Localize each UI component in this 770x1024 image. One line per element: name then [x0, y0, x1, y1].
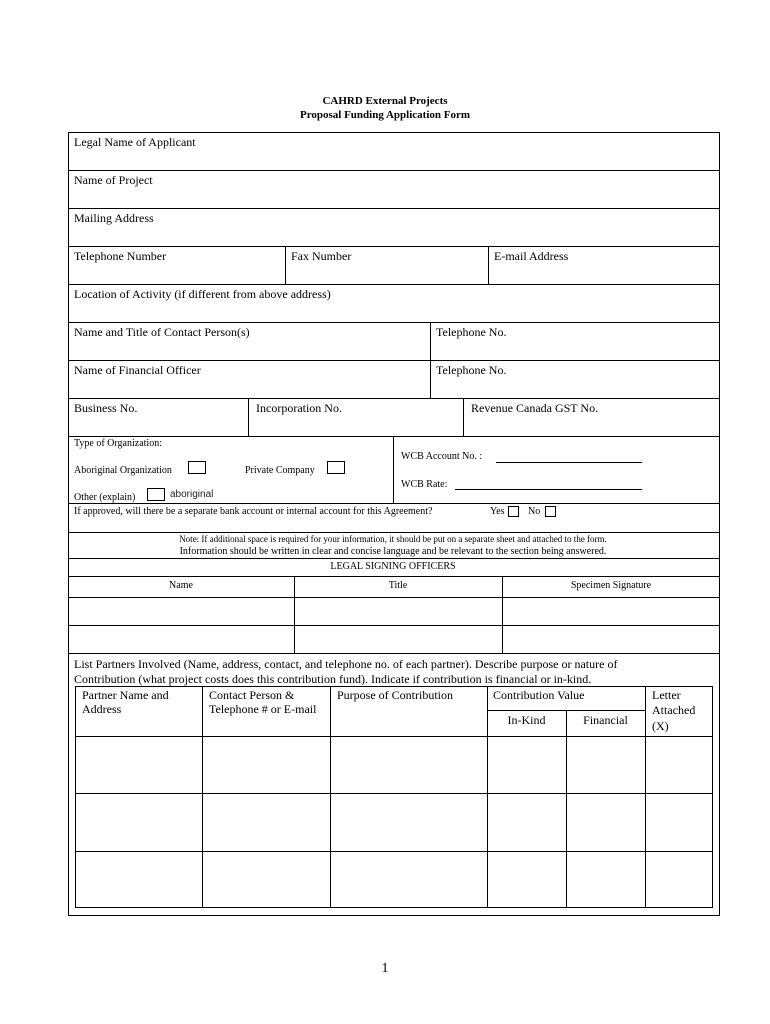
form-title-line1: CAHRD External Projects [322, 95, 448, 107]
column-divider [393, 436, 394, 503]
wcb-rate-label: WCB Rate: [401, 479, 448, 490]
financial-telephone-label: Telephone No. [436, 363, 507, 377]
form-title-line2: Proposal Funding Application Form [299, 109, 471, 121]
fax-number-label: Fax Number [291, 249, 352, 263]
mailing-address-label: Mailing Address [74, 211, 154, 225]
gst-no-label: Revenue Canada GST No. [471, 401, 599, 415]
bank-no-checkbox[interactable] [545, 506, 556, 517]
partner-3-inkind-cell[interactable] [488, 852, 565, 907]
partner-1-contact-cell[interactable] [203, 737, 329, 792]
row-divider [68, 360, 720, 361]
other-checkbox[interactable] [147, 488, 165, 501]
signing-officer-2-signature[interactable] [503, 626, 719, 652]
bank-yes-label: Yes [490, 506, 505, 517]
partner-1-financial-cell[interactable] [567, 737, 644, 792]
note-line1: Note: If additional space is required for your information, it should be put on a separate sheet and attached to the form. [179, 534, 607, 544]
partners-col-letter-line2: Attached [652, 703, 696, 717]
row-divider [68, 436, 720, 437]
partners-col-contact-line2: Telephone # or E-mail [209, 702, 317, 716]
partner-2-name-cell[interactable] [76, 794, 201, 850]
signing-officer-1-name[interactable] [69, 598, 293, 624]
partners-col-partner-line2: Address [82, 702, 122, 716]
signing-col-title: Title [388, 580, 408, 591]
wcb-rate-field[interactable] [455, 489, 642, 490]
signing-officers-title: LEGAL SIGNING OFFICERS [330, 561, 456, 572]
partner-1-inkind-cell[interactable] [488, 737, 565, 792]
partners-col-inkind: In-Kind [507, 713, 546, 727]
partner-2-financial-cell[interactable] [567, 794, 644, 850]
telephone-number-label: Telephone Number [74, 249, 167, 263]
row-divider [68, 208, 720, 209]
signing-col-name: Name [169, 580, 193, 591]
column-divider [430, 322, 431, 398]
signing-officer-1-title[interactable] [295, 598, 501, 624]
partner-3-financial-cell[interactable] [567, 852, 644, 907]
partner-2-inkind-cell[interactable] [488, 794, 565, 850]
incorporation-no-label: Incorporation No. [256, 401, 342, 415]
partners-col-letter-line1: Letter [652, 688, 681, 702]
row-divider [68, 398, 720, 399]
wcb-account-label: WCB Account No. : [401, 451, 483, 462]
page-number: 1 [381, 961, 389, 976]
email-address-label: E-mail Address [494, 249, 569, 263]
column-divider [488, 246, 489, 284]
partner-1-purpose-cell[interactable] [331, 737, 486, 792]
row-divider [68, 558, 720, 559]
row-divider [487, 710, 645, 711]
other-explain-label: Other (explain) [74, 492, 136, 503]
legal-name-label: Legal Name of Applicant [74, 135, 196, 149]
partner-2-letter-cell[interactable] [646, 794, 712, 850]
contact-telephone-label: Telephone No. [436, 325, 507, 339]
row-divider [68, 284, 720, 285]
partner-2-contact-cell[interactable] [203, 794, 329, 850]
partners-intro-line1: List Partners Involved (Name, address, contact, and telephone no. of each partner). Describe purpose or nature of [74, 657, 618, 671]
partners-col-partner-line1: Partner Name and [82, 688, 169, 702]
partner-1-name-cell[interactable] [76, 737, 201, 792]
row-divider [68, 322, 720, 323]
other-explain-value[interactable]: aboriginal [170, 489, 214, 500]
partner-3-name-cell[interactable] [76, 852, 201, 907]
partners-col-value: Contribution Value [493, 688, 585, 702]
partners-col-contact-line1: Contact Person & [209, 688, 295, 702]
location-label: Location of Activity (if different from above address) [74, 287, 331, 301]
column-divider [285, 246, 286, 284]
partner-3-letter-cell[interactable] [646, 852, 712, 907]
row-divider [68, 170, 720, 171]
partners-col-letter-line3: (X) [652, 719, 669, 733]
partners-col-purpose: Purpose of Contribution [337, 688, 453, 702]
aboriginal-org-label: Aboriginal Organization [74, 465, 172, 476]
bank-account-question: If approved, will there be a separate bank account or internal account for this Agreement? [74, 506, 433, 517]
row-divider [68, 576, 720, 577]
partners-intro-line2: Contribution (what project costs does this contribution fund). Indicate if contribution is financial or in-kind. [74, 672, 592, 686]
signing-officer-2-title[interactable] [295, 626, 501, 652]
partner-1-letter-cell[interactable] [646, 737, 712, 792]
bank-yes-checkbox[interactable] [508, 506, 519, 517]
note-line2: Information should be written in clear and concise language and be relevant to the section being answered. [179, 546, 607, 557]
wcb-account-field[interactable] [496, 462, 642, 463]
project-name-label: Name of Project [74, 173, 153, 187]
organization-type-label: Type of Organization: [74, 438, 162, 449]
column-divider [248, 398, 249, 436]
row-divider [68, 246, 720, 247]
private-company-checkbox[interactable] [327, 461, 345, 474]
partner-3-purpose-cell[interactable] [331, 852, 486, 907]
column-divider [463, 398, 464, 436]
contact-person-label: Name and Title of Contact Person(s) [74, 325, 250, 339]
signing-col-signature: Specimen Signature [570, 580, 652, 591]
private-company-label: Private Company [245, 465, 315, 476]
business-no-label: Business No. [74, 401, 138, 415]
bank-no-label: No [528, 506, 541, 517]
signing-officer-1-signature[interactable] [503, 598, 719, 624]
aboriginal-org-checkbox[interactable] [188, 461, 206, 474]
row-divider [68, 653, 720, 654]
partners-col-financial: Financial [583, 713, 628, 727]
partner-3-contact-cell[interactable] [203, 852, 329, 907]
partner-2-purpose-cell[interactable] [331, 794, 486, 850]
signing-officer-2-name[interactable] [69, 626, 293, 652]
row-divider [68, 532, 720, 533]
row-divider [68, 503, 720, 504]
financial-officer-label: Name of Financial Officer [74, 363, 201, 377]
